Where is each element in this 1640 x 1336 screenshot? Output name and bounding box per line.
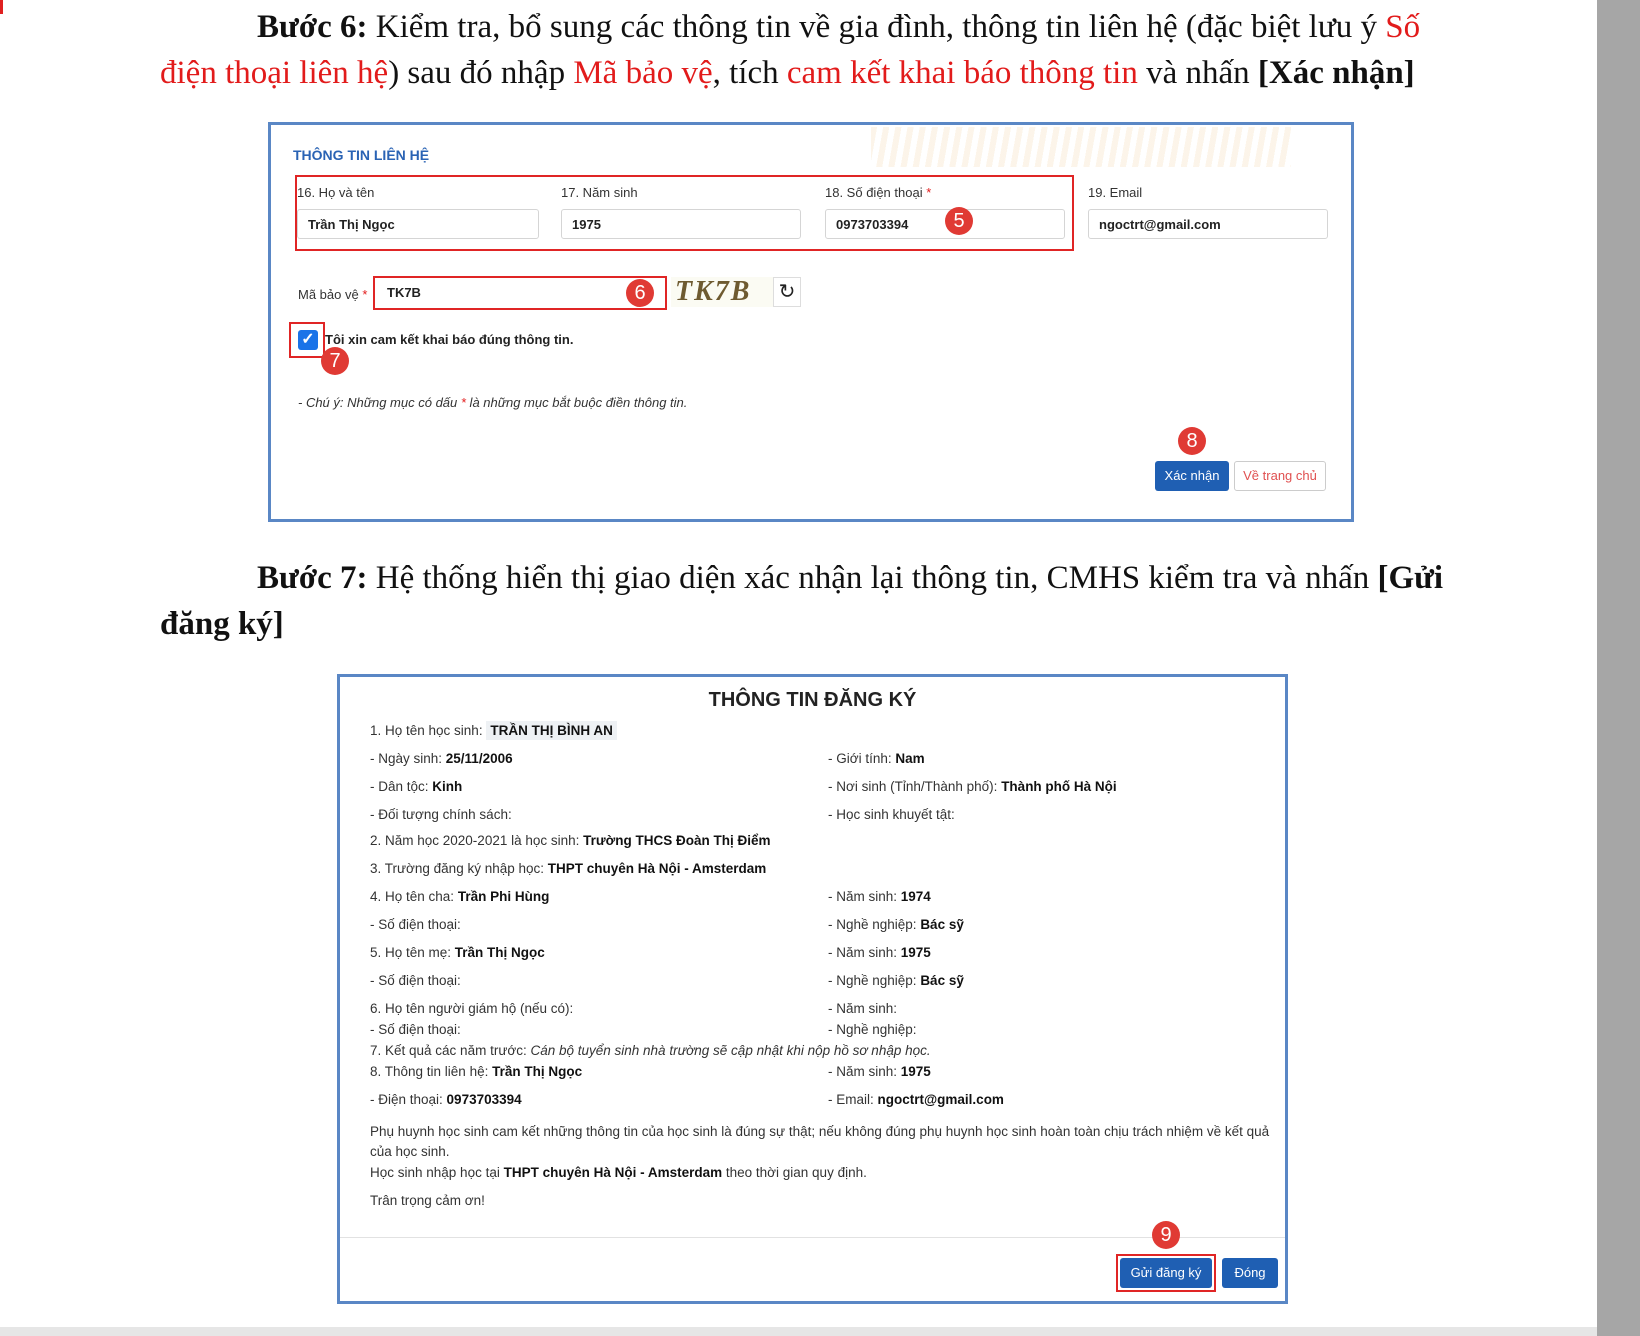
captcha-image: TK7B <box>671 277 777 307</box>
ethnic-row: - Dân tộc: Kinh <box>370 779 463 794</box>
father-year-row: - Năm sinh: 1974 <box>828 889 931 904</box>
footer-divider <box>340 1237 1285 1238</box>
fullname-input[interactable]: Trần Thị Ngọc <box>297 209 539 239</box>
step7-bold-1: [Gửi <box>1377 560 1444 596</box>
required-note: - Chú ý: Những mục có dấu * là những mục bắt buộc điền thông tin. <box>298 395 688 410</box>
phone-input[interactable]: 0973703394 <box>825 209 1065 239</box>
step-badge-9: 9 <box>1152 1221 1180 1249</box>
enroll-text: Học sinh nhập học tại THPT chuyên Hà Nội - Amsterdam theo thời gian quy định. <box>370 1165 867 1180</box>
disabled-row: - Học sinh khuyết tật: <box>828 807 955 822</box>
close-button[interactable]: Đóng <box>1222 1258 1278 1288</box>
fullname-label: 16. Họ và tên <box>297 185 375 200</box>
contact-year-row: - Năm sinh: 1975 <box>828 1064 931 1079</box>
section-title: THÔNG TIN LIÊN HỆ <box>293 147 430 163</box>
father-job-row: - Nghề nghiệp: Bác sỹ <box>828 917 964 932</box>
mother-row: 5. Họ tên mẹ: Trần Thị Ngọc <box>370 945 545 960</box>
thanks-text: Trân trọng cảm ơn! <box>370 1193 485 1208</box>
step7-text-1: Hệ thống hiển thị giao diện xác nhận lại thông tin, CMHS kiểm tra và nhấn <box>367 560 1378 596</box>
bottom-bar <box>0 1327 1597 1336</box>
contact-phone-row: - Điện thoại: 0973703394 <box>370 1092 522 1107</box>
step6-bold-1: [Xác nhận] <box>1257 55 1415 91</box>
step6-red-2: Mã bảo vệ <box>573 55 713 91</box>
summary-title: THÔNG TIN ĐĂNG KÝ <box>708 689 917 711</box>
corner-mark <box>0 0 3 14</box>
step7-paragraph <box>257 555 1477 601</box>
mother-phone-row: - Số điện thoại: <box>370 973 461 988</box>
step6-label: Bước 6: <box>257 9 368 45</box>
father-phone-row: - Số điện thoại: <box>370 917 461 932</box>
guardian-year-row: - Năm sinh: <box>828 1001 898 1016</box>
gender-row: - Giới tính: Nam <box>828 751 925 766</box>
contact-row: 8. Thông tin liên hệ: Trần Thị Ngọc <box>370 1064 583 1079</box>
dob-row: - Ngày sinh: 25/11/2006 <box>370 751 513 766</box>
mother-year-row: - Năm sinh: 1975 <box>828 945 931 960</box>
step6-text-1: Kiểm tra, bổ sung các thông tin về gia đình, thông tin liên hệ (đặc biệt lưu ý <box>367 9 1386 45</box>
pledge-text: Phụ huynh học sinh cam kết những thông tin của học sinh là đúng sự thật; nếu không đúng phụ huynh học sinh hoàn toàn chịu trách nhiệm về kết quả của học sinh. <box>370 1124 1270 1159</box>
results-row: 7. Kết quả các năm trước: Cán bộ tuyển sinh nhà trường sẽ cập nhật khi nộp hồ sơ nhập học. <box>370 1043 931 1058</box>
commit-label: Tôi xin cam kết khai báo đúng thông tin. <box>325 332 574 347</box>
father-row: 4. Họ tên cha: Trần Phi Hùng <box>370 889 550 904</box>
commit-checkbox[interactable]: ✓ <box>298 330 318 350</box>
submit-registration-button[interactable]: Gửi đăng ký <box>1120 1258 1212 1288</box>
email-input[interactable]: ngoctrt@gmail.com <box>1088 209 1328 239</box>
mother-job-row: - Nghề nghiệp: Bác sỹ <box>828 973 964 988</box>
phone-label: 18. Số điện thoại * <box>825 185 932 200</box>
step6-text-4: và nhấn <box>1137 55 1258 91</box>
step6-red-1b: điện thoại liên hệ <box>160 55 389 91</box>
birthyear-label: 17. Năm sinh <box>561 185 638 200</box>
step-badge-7: 7 <box>321 347 349 375</box>
birthyear-input[interactable]: 1975 <box>561 209 801 239</box>
watermark-pattern <box>871 127 1291 167</box>
email-label: 19. Email <box>1088 185 1143 200</box>
student-name-row: 1. Họ tên học sinh: TRẦN THỊ BÌNH AN <box>370 723 617 738</box>
step6-paragraph <box>257 4 1467 50</box>
home-button[interactable]: Về trang chủ <box>1234 461 1326 491</box>
step6-paragraph-line2 <box>160 50 1460 96</box>
step-badge-6: 6 <box>626 279 654 307</box>
contact-email-row: - Email: ngoctrt@gmail.com <box>828 1092 1004 1107</box>
step-badge-5: 5 <box>945 207 973 235</box>
step-badge-8: 8 <box>1178 427 1206 455</box>
step7-paragraph-line2 <box>160 601 284 647</box>
reg-school-row: 3. Trường đăng ký nhập học: THPT chuyên Hà Nội - Amsterdam <box>370 861 767 876</box>
policy-row: - Đối tượng chính sách: <box>370 807 512 822</box>
guardian-phone-row: - Số điện thoại: <box>370 1022 461 1037</box>
step7-label: Bước 7: <box>257 560 368 596</box>
guardian-row: 6. Họ tên người giám hộ (nếu có): <box>370 1001 574 1016</box>
side-gutter <box>1597 0 1640 1336</box>
contact-info-panel <box>268 122 1354 522</box>
step7-bold-2: đăng ký] <box>160 606 284 642</box>
captcha-label: Mã bảo vệ * <box>298 287 368 302</box>
captcha-input[interactable]: TK7B <box>377 279 641 307</box>
registration-summary-panel <box>337 674 1288 1304</box>
birthplace-row: - Nơi sinh (Tỉnh/Thành phố): Thành phố Hà Nội <box>828 779 1117 794</box>
school-year-row: 2. Năm học 2020-2021 là học sinh: Trường THCS Đoàn Thị Điểm <box>370 833 771 848</box>
step6-text-3: , tích <box>712 55 787 91</box>
guardian-job-row: - Nghề nghiệp: <box>828 1022 917 1037</box>
confirm-button[interactable]: Xác nhận <box>1155 461 1229 491</box>
step6-red-3: cam kết khai báo thông tin <box>786 55 1138 91</box>
step6-text-2: ) sau đó nhập <box>388 55 574 91</box>
refresh-icon[interactable]: ↻ <box>773 277 801 307</box>
step6-red-1a: Số <box>1385 9 1421 45</box>
